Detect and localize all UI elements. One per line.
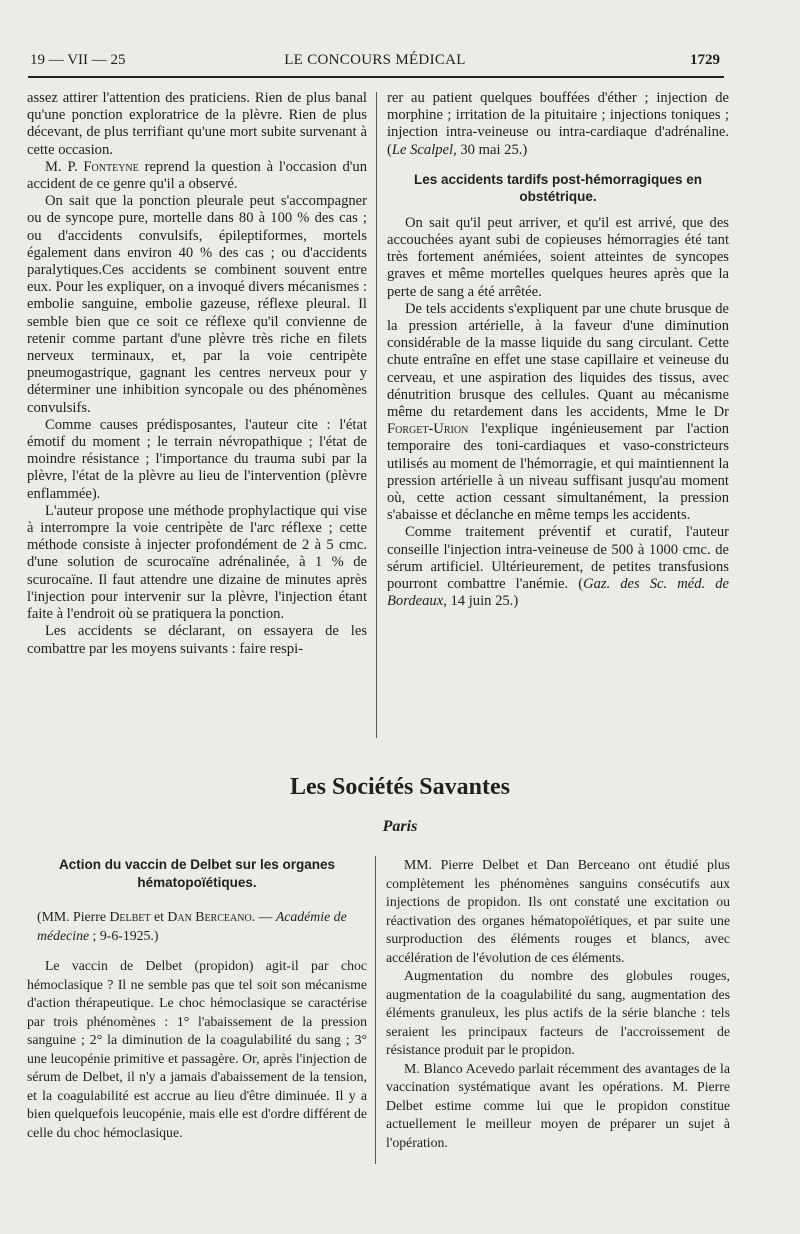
column-divider — [375, 856, 376, 1164]
paragraph: Le vaccin de Delbet (propidon) agit-il par choc hémoclasique ? Il ne semble pas que tel soit son mécanisme d'action thérapeutique. Le choc hémoclasique se caractérise par trois phénomènes : 1° l'abaissement de la pression sanguine ; 2° la diminution de la coagulabilité du sang ; 3° une leucopénie primitive et passagère. Or, après l'injection de sérum de Delbet, il n'y a jamais d'abaissement de la tension, et la coagulabilité est accrue au lieu d'être diminuée. Il y a bien quelquefois leucopénie, mais elle est d'ordre différent de celle du choc hémoclasique. — [27, 958, 367, 1140]
section-city: Paris — [382, 818, 418, 835]
column-divider — [376, 92, 377, 738]
paragraph — [387, 90, 729, 159]
author-name: Fonteyne — [83, 158, 139, 175]
paragraph: On sait qu'il peut arriver, et qu'il est arrivé, que des accouchées ayant subi de copieuses hémorragies été tant très fortement anémiées, soient atteintes de syncopes graves et même mortelles quelques heures après que la perte de sang a été arrêtée. — [387, 214, 729, 300]
author-name: Delbet — [109, 909, 151, 924]
text-run: et — [153, 909, 164, 924]
paragraph: Augmentation du nombre des globules rouges, augmentation de la coagulabilité du sang, augmentation des éléments granuleux, les plus actifs de la série blanche : tels seraient les principaux facteurs de l'accroissement de résistance produit par le propidon. — [386, 968, 730, 1057]
paragraph: M. Blanco Acevedo parlait récemment des avantages de la vaccination systématique avant les opérations. M. Pierre Delbet estime comme lui que le propidon constitue actuellement le meilleur moyen de préparer un sujet à l'opération. — [386, 1060, 730, 1150]
source-citation: Académie de médecine — [37, 909, 347, 943]
page-number: 1729 — [690, 52, 720, 68]
left-column-bottom — [27, 856, 367, 1142]
paragraph: assez attirer l'attention des praticiens. Rien de plus banal qu'une ponction exploratrice de la plèvre. Rien de plus décevant, de plus terrifiant qu'une mort subite survenant à cette occasion. — [27, 90, 367, 158]
article-subtitle: Les accidents tardifs post-hémorragiques en obstétrique. — [413, 171, 703, 204]
left-column-top — [27, 90, 367, 658]
journal-title: LE CONCOURS MÉDICAL — [284, 52, 466, 68]
section-title: Les Sociétés Savantes — [290, 774, 510, 800]
author-name: Dan Berceano — [167, 909, 252, 924]
text-run: ; 9-6-1925.) — [92, 927, 159, 943]
paragraph: On sait que la ponction pleurale peut s'accompagner ou de syncope pure, mortelle dans 80 à 100 % des cas ; ou d'accidents convulsifs, épileptiformes, mortels également dans environ 40 % des cas ; ou d'accidents paralytiques.Ces accidents se combinent souvent entre eux. Pour les expliquer, on a invoqué divers mécanismes : embolie sanguine, embolie gazeuse, réflexe pleural. Il semble bien que ce soit ce réflexe qu'il convienne de retenir comme partant d'une plèvre très riche en filets nerveux terminaux, et, par la voie centripète pneumogastrique, gagnant les centres nerveux pour y déterminer une inhibition syncopale ou des phénomènes convulsifs. — [27, 193, 367, 416]
article-title: Action du vaccin de Delbet sur les organes hématopoïétiques. — [58, 857, 336, 890]
paragraph: Comme causes prédisposantes, l'auteur cite : l'état émotif du moment ; le terrain névropathique ; l'état de moindre résistance ; l'importance du trauma subi par la plèvre, l'état de la plèvre au lieu de l'intervention (plèvre enflammée). — [27, 416, 367, 502]
paragraph — [27, 159, 367, 193]
issue-date: 19 — VII — 25 — [30, 52, 126, 68]
text-run: l'explique ingénieusement par l'action temporaire des toni-cardiaques et vaso-constricteurs utilisés au moment de l'hémorragie, et qui maintiennent la pression artérielle à un niveau suffisant jusqu'au moment où, cette action cessant simultanément, la pression s'abaisse et déclanche en même temps les accidents. — [387, 421, 729, 524]
text-run: reprend la question à l'occasion d'un accident de ce genre qu'il a observé. — [27, 158, 367, 193]
text-run: rer au patient quelques bouffées d'éther ; injection de morphine ; irritation de la pituitaire ; injections toniques ; injection intra-veineuse ou intra-cardiaque d'adrénaline. ( — [387, 90, 729, 158]
text-run: , 14 juin 25.) — [443, 593, 519, 610]
page-header — [30, 52, 720, 74]
text-run: (MM. Pierre — [37, 909, 106, 924]
header-rule — [28, 76, 724, 78]
paragraph: MM. Pierre Delbet et Dan Berceano ont étudié plus complètement les phénomènes sanguins consécutifs aux injections de propidon. Ils ont constaté une excitation ou réactivation des organes hématopoïétiques, et par suite une surproduction des éléments rouges et blancs, avec accélération de l'évolution de ces éléments. — [386, 857, 730, 965]
right-column-bottom — [386, 856, 730, 1152]
paragraph — [387, 524, 729, 610]
paragraph: L'auteur propose une méthode prophylactique qui vise à interrompre la voie centripète de l'arc réflexe ; cette méthode consiste à injecter profondément de 2 à 5 cmc. d'une solution de scurocaïne adrénalinée, à 1 % de scurocaïne. Il faut attendre une dizaine de minutes après l'injection pour intervenir sur la plèvre, l'injection étant faite à l'endroit où se pratiquera la ponction. — [27, 502, 367, 623]
source-citation: Le Scalpel — [391, 141, 454, 158]
text-run: , 30 mai 25.) — [453, 141, 528, 158]
right-column-top — [387, 90, 729, 610]
text-run: . — — [251, 909, 273, 924]
paragraph — [387, 301, 729, 525]
text-run: Comme traitement préventif et curatif, l'auteur conseille l'injection intra-veineuse de 500 à 1000 cmc. de sérum artificiel. Ultérieurement, de petites transfusions pourront combattre l'anémie. ( — [387, 524, 729, 593]
text-run: De tels accidents s'expliquent par une chute brusque de la pression artérielle, à la faveur d'une diminution considérable de la masse liquide du sang circulant. Cette chute entraîne en effet une stase capillaire et veineuse du cerveau, et une aspiration des liquides des tissus, avec dénutrition brusque des cellules. Quant au mécanisme même du retardement dans les accidents, Mme le Dr — [387, 300, 729, 421]
article-reference — [27, 908, 367, 945]
text-run: M. P. — [45, 158, 78, 175]
author-name: Forget-Urion — [387, 421, 469, 438]
source-citation: Gaz. des Sc. méd. de Bordeaux — [387, 576, 729, 610]
paragraph: Les accidents se déclarant, on essayera de les combattre par les moyens suivants : faire respi- — [27, 623, 367, 657]
